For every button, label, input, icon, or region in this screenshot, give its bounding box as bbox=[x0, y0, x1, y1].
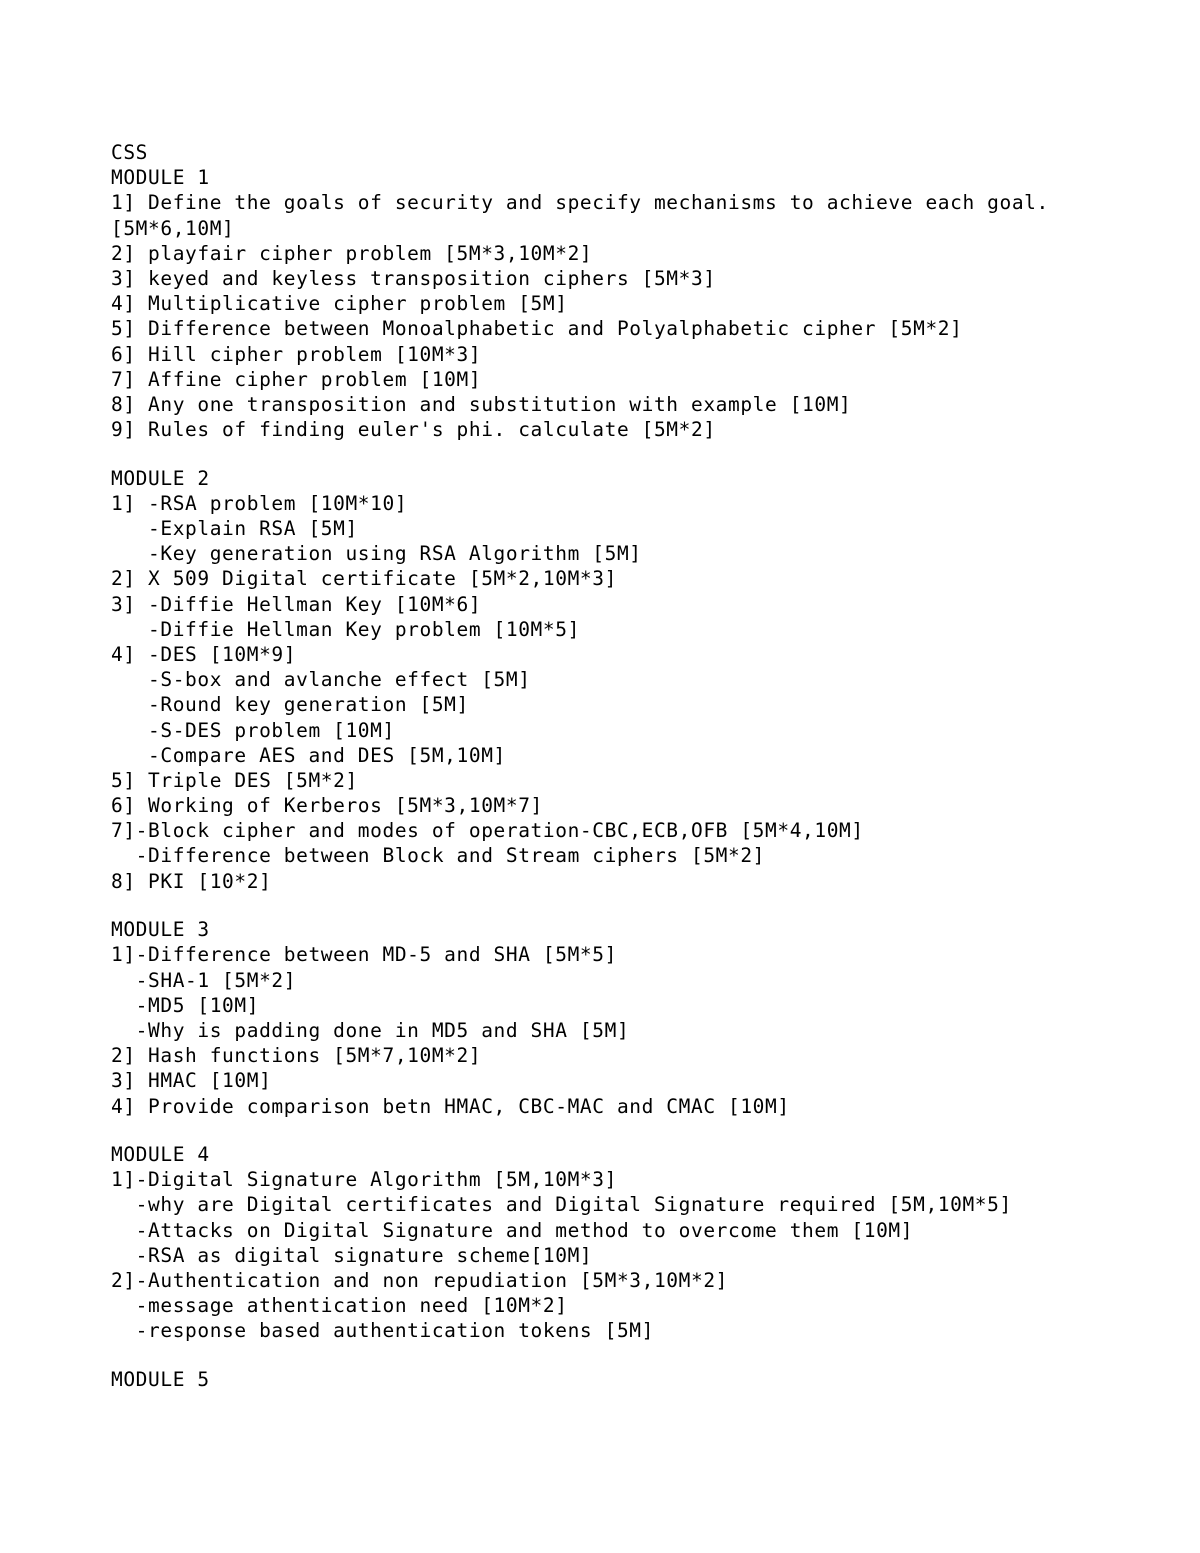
question-line: 2] X 509 Digital certificate [5M*2,10M*3] bbox=[111, 567, 617, 591]
question-line: 4] Multiplicative cipher problem [5M] bbox=[111, 292, 568, 316]
question-line: 1] -RSA problem [10M*10] bbox=[111, 491, 408, 515]
question-line: 8] PKI [10*2] bbox=[111, 869, 272, 893]
question-line: -Key generation using RSA Algorithm [5M] bbox=[111, 542, 642, 566]
question-line: -Why is padding done in MD5 and SHA [5M] bbox=[111, 1018, 630, 1042]
question-line: 8] Any one transposition and substitution with example [10M] bbox=[111, 392, 852, 416]
question-line: 4] -DES [10M*9] bbox=[111, 642, 297, 666]
question-line: -RSA as digital signature scheme[10M] bbox=[111, 1243, 593, 1267]
question-line: -Difference between Block and Stream ciphers [5M*2] bbox=[111, 844, 766, 868]
module-heading: MODULE 1 bbox=[111, 166, 210, 190]
question-line: 5] Difference between Monoalphabetic and Polyalphabetic cipher [5M*2] bbox=[111, 317, 963, 341]
question-line: 7]-Block cipher and modes of operation-CBC,ECB,OFB [5M*4,10M] bbox=[111, 819, 864, 843]
module-heading: MODULE 4 bbox=[111, 1143, 210, 1167]
question-line: 6] Hill cipher problem [10M*3] bbox=[111, 342, 482, 366]
question-line: -Diffie Hellman Key problem [10M*5] bbox=[111, 617, 580, 641]
section-spacer bbox=[111, 442, 1151, 465]
section-spacer bbox=[111, 1119, 1151, 1142]
question-line: -Attacks on Digital Signature and method to overcome them [10M] bbox=[111, 1218, 914, 1242]
question-line: 9] Rules of finding euler's phi. calculate [5M*2] bbox=[111, 418, 716, 442]
document-page bbox=[111, 140, 1151, 1392]
question-line: -Compare AES and DES [5M,10M] bbox=[111, 743, 506, 767]
question-line: 5] Triple DES [5M*2] bbox=[111, 768, 358, 792]
section-spacer bbox=[111, 1344, 1151, 1367]
module-heading: MODULE 2 bbox=[111, 466, 210, 490]
question-line: -response based authentication tokens [5M] bbox=[111, 1319, 654, 1343]
question-line: -Round key generation [5M] bbox=[111, 693, 469, 717]
question-line: 3] -Diffie Hellman Key [10M*6] bbox=[111, 592, 482, 616]
question-line: 1]-Digital Signature Algorithm [5M,10M*3] bbox=[111, 1168, 617, 1192]
question-line: -why are Digital certificates and Digital Signature required [5M,10M*5] bbox=[111, 1193, 1012, 1217]
question-line: -S-DES problem [10M] bbox=[111, 718, 395, 742]
question-line: 2]-Authentication and non repudiation [5M*3,10M*2] bbox=[111, 1269, 728, 1293]
question-line: 1] Define the goals of security and specify mechanisms to achieve each goal. bbox=[111, 191, 1049, 215]
section-spacer bbox=[111, 894, 1151, 917]
module-heading: MODULE 3 bbox=[111, 918, 210, 942]
question-line: 6] Working of Kerberos [5M*3,10M*7] bbox=[111, 794, 543, 818]
question-line: 3] HMAC [10M] bbox=[111, 1069, 272, 1093]
question-line: -S-box and avlanche effect [5M] bbox=[111, 668, 531, 692]
question-line: -message athentication need [10M*2] bbox=[111, 1294, 568, 1318]
question-line: -MD5 [10M] bbox=[111, 993, 260, 1017]
question-line: 2] playfair cipher problem [5M*3,10M*2] bbox=[111, 241, 593, 265]
question-line: -SHA-1 [5M*2] bbox=[111, 968, 297, 992]
document-title: CSS bbox=[111, 141, 149, 164]
question-line: 2] Hash functions [5M*7,10M*2] bbox=[111, 1044, 482, 1068]
module-heading: MODULE 5 bbox=[111, 1368, 210, 1391]
question-line: [5M*6,10M] bbox=[111, 216, 235, 240]
question-line: 7] Affine cipher problem [10M] bbox=[111, 367, 482, 391]
question-line: -Explain RSA [5M] bbox=[111, 517, 358, 541]
question-line: 3] keyed and keyless transposition ciphers [5M*3] bbox=[111, 266, 716, 290]
question-line: 4] Provide comparison betn HMAC, CBC-MAC and CMAC [10M] bbox=[111, 1094, 790, 1118]
question-line: 1]-Difference between MD-5 and SHA [5M*5] bbox=[111, 943, 617, 967]
